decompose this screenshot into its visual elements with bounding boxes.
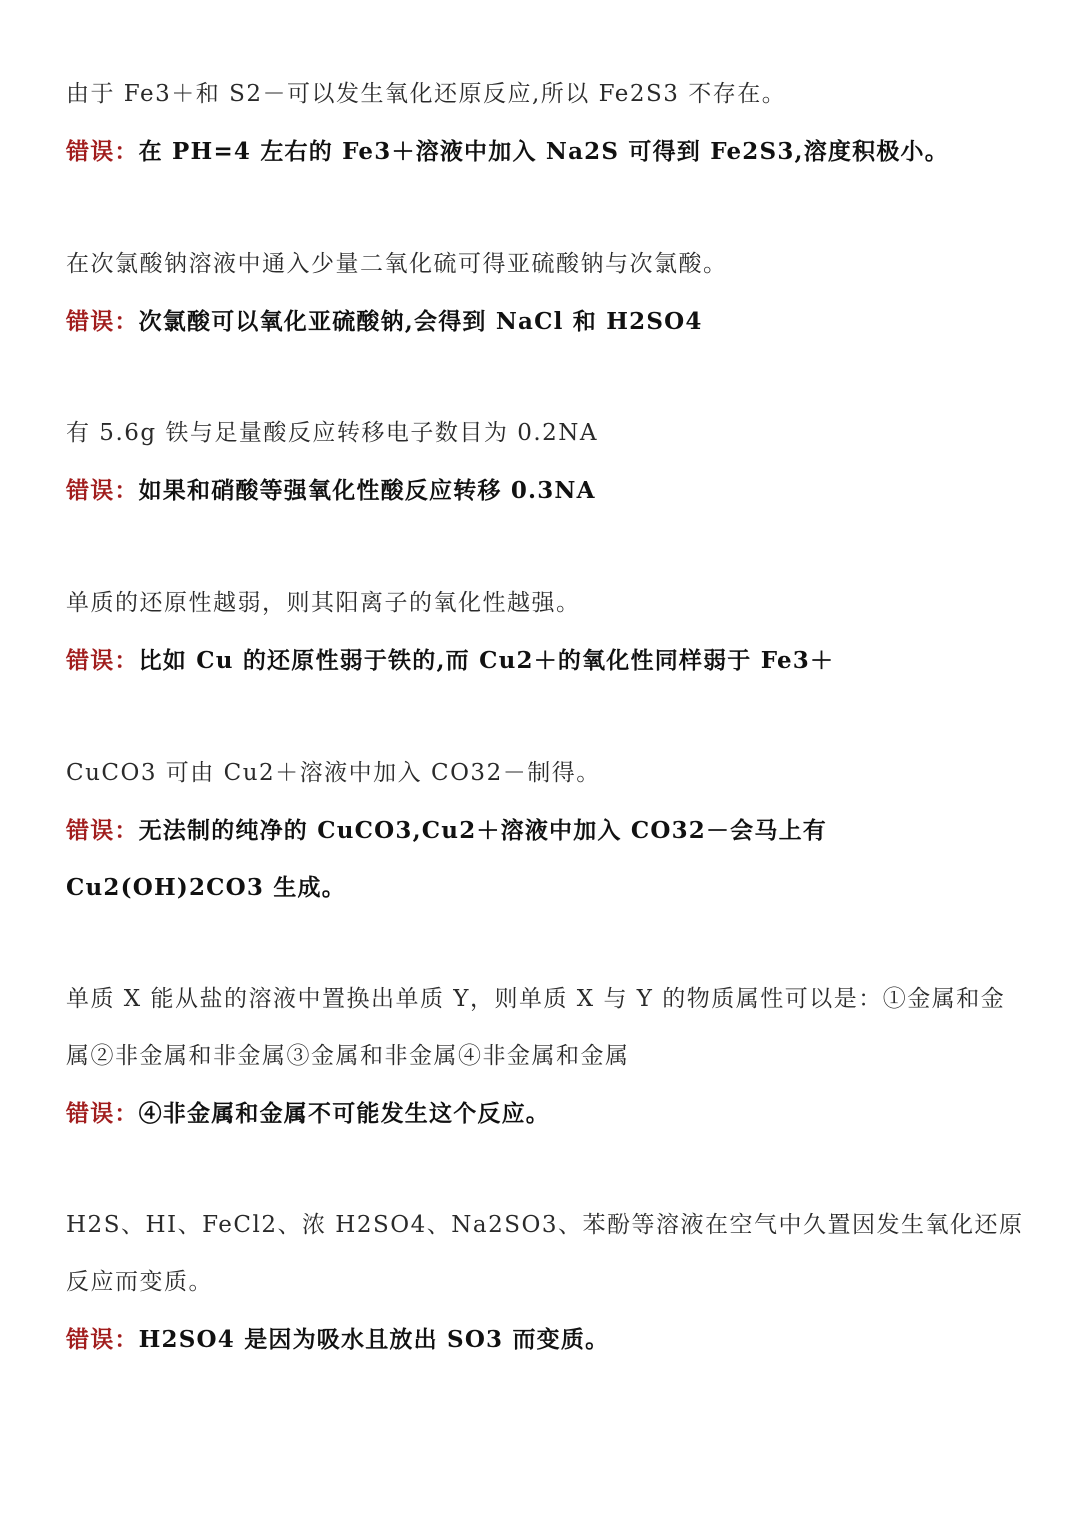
entry-3 [66, 405, 1026, 519]
correction-text: 在 PH=4 左右的 Fe3＋溶液中加入 Na2S 可得到 Fe2S3,溶度积极小。 [138, 138, 949, 165]
correction-text: ④非金属和金属不可能发生这个反应。 [138, 1100, 551, 1127]
statement-text: 有 5.6g 铁与足量酸反应转移电子数目为 0.2NA [66, 420, 599, 446]
entry-5 [66, 745, 1026, 916]
error-label: 错误： [66, 817, 139, 844]
correction-text: 比如 Cu 的还原性弱于铁的,而 Cu2＋的氧化性同样弱于 Fe3＋ [138, 647, 835, 674]
entry-4 [66, 575, 1026, 689]
correction-line [66, 802, 1026, 916]
entry-7 [66, 1197, 1026, 1368]
correction-text: 次氯酸可以氧化亚硫酸钠,会得到 NaCl 和 H2SO4 [138, 308, 703, 335]
statement-text: CuCO3 可由 Cu2＋溶液中加入 CO32－制得。 [66, 760, 601, 786]
correction-text: 无法制的纯净的 CuCO3,Cu2＋溶液中加入 CO32－会马上有 Cu2(OH)2CO3 生成。 [66, 817, 827, 901]
entry-2 [66, 236, 1026, 350]
correction-line [66, 462, 1026, 519]
correction-text: H2SO4 是因为吸水且放出 SO3 而变质。 [138, 1326, 610, 1353]
error-label: 错误： [66, 308, 139, 335]
error-label: 错误： [66, 647, 139, 674]
statement-text: 单质 X 能从盐的溶液中置换出单质 Y，则单质 X 与 Y 的物质属性可以是：①金属和金属②非金属和非金属③金属和非金属④非金属和金属 [66, 986, 1006, 1069]
statement-text: 由于 Fe3＋和 S2－可以发生氧化还原反应,所以 Fe2S3 不存在。 [66, 81, 787, 107]
error-label: 错误： [66, 1100, 139, 1127]
correction-line [66, 1311, 1026, 1368]
statement-text: 在次氯酸钠溶液中通入少量二氧化硫可得亚硫酸钠与次氯酸。 [66, 251, 728, 277]
statement-text: 单质的还原性越弱，则其阳离子的氧化性越强。 [66, 590, 581, 616]
entry-6 [66, 971, 1026, 1142]
correction-line [66, 293, 1026, 350]
correction-line [66, 632, 1026, 689]
correction-line [66, 123, 1026, 180]
error-label: 错误： [66, 138, 139, 165]
error-label: 错误： [66, 1326, 139, 1353]
error-label: 错误： [66, 477, 139, 504]
correction-text: 如果和硝酸等强氧化性酸反应转移 0.3NA [138, 477, 596, 504]
entry-1 [66, 66, 1026, 180]
statement-text: H2S、HI、FeCl2、浓 H2SO4、Na2SO3、苯酚等溶液在空气中久置因发生氧化还原反应而变质。 [66, 1212, 1024, 1295]
correction-line [66, 1085, 1026, 1142]
